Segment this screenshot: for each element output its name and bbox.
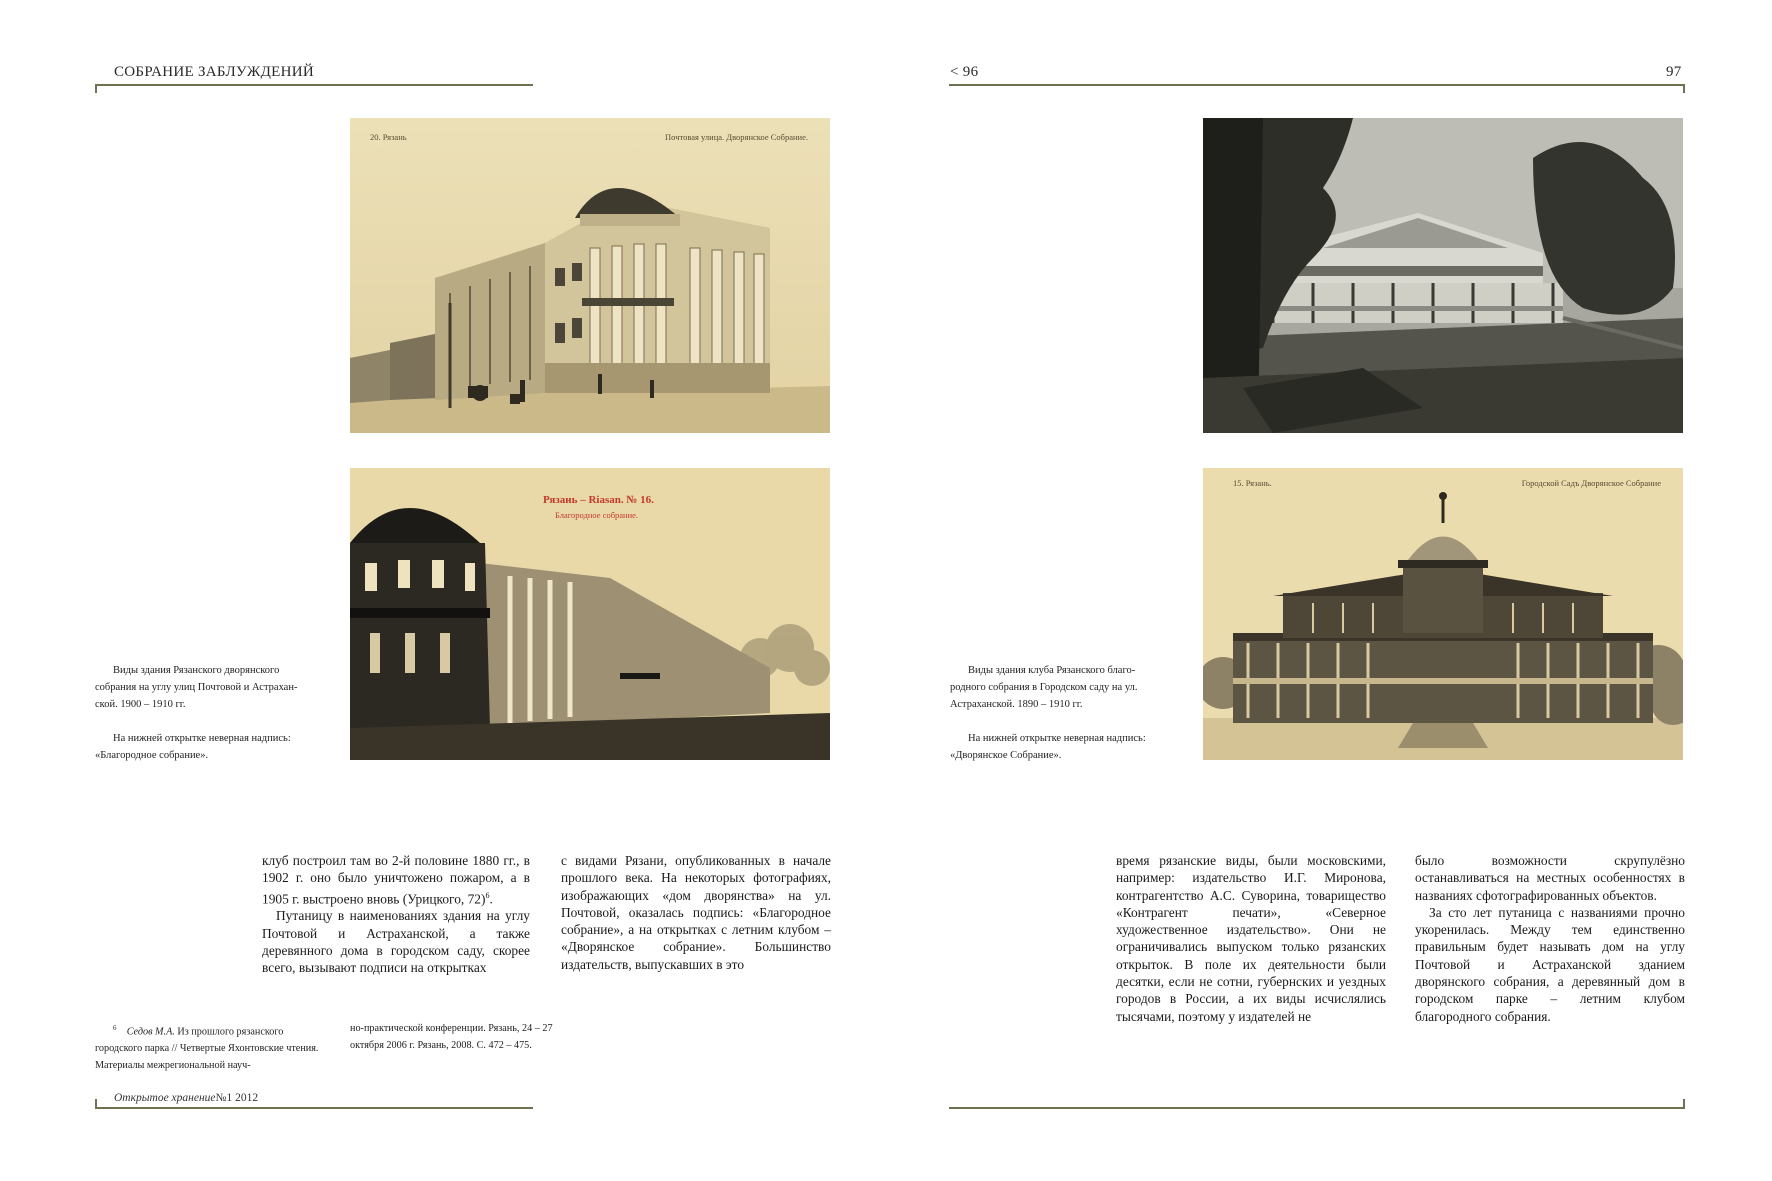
photo-right-top bbox=[1203, 118, 1683, 433]
caption-note: На нижней открытке неверная надпись: bbox=[968, 733, 1146, 744]
body-paragraph: Путаницу в наименованиях здания на углу Почтовой и Астраханской, а также деревянного дома в городском саду, скорее всего, вызывают подписи на открытках bbox=[262, 908, 530, 976]
caption-line: Виды здания клуба Рязанского благо- bbox=[968, 665, 1136, 676]
photo-caption-left bbox=[95, 662, 335, 764]
footnote-ref[interactable]: 6 bbox=[485, 890, 490, 900]
caption-note: «Благородное собрание». bbox=[95, 750, 209, 761]
body-paragraph: время рязанские виды, были московскими, например: издательство И.Г. Миронова, контрагентство А.С. Суворина, товарищество «Контрагент печати», «Северное художественное издательство». Они не ограничивались выпуском только рязанских открыток. В поле их деятельности были десятки, если не сотни, губернских и уездных городов в России, а их виды исчислялись тысячами, поэтому у издателей не bbox=[1116, 853, 1386, 1024]
footnote-text: но-практической конференции. Рязань, 24 – 27 октября 2006 г. Рязань, 2008. С. 472 – 475. bbox=[350, 1023, 553, 1051]
body-paragraph: За сто лет путаница с названиями прочно укоренилась. Между тем единственно правильным будет называть дом на углу Почтовой и Астраханской зданием дворянского собрания, а деревянный дом в городском парке – летним клубом благородного собрания. bbox=[1415, 904, 1685, 1024]
footnote-col-2 bbox=[350, 1020, 565, 1054]
section-title: СОБРАНИЕ ЗАБЛУЖДЕНИЙ bbox=[114, 64, 314, 80]
caption-line: родного собрания в Городском саду на ул. bbox=[950, 682, 1138, 693]
left-footer-tick bbox=[95, 1099, 97, 1108]
postcard-right-bottom bbox=[1203, 468, 1683, 760]
left-footer-rule bbox=[95, 1107, 533, 1109]
caption-note: «Дворянское Собрание». bbox=[950, 750, 1062, 761]
postcard-number-label: 20. Рязань bbox=[370, 132, 407, 142]
footnote-number: 6 bbox=[113, 1024, 117, 1032]
body-paragraph: клуб построил там во 2-й половине 1880 гг., в 1902 г. оно было уничтожено пожаром, а в 1905 г. выстроено вновь (Урицкого, 72) bbox=[262, 853, 530, 907]
page-number: 97 bbox=[1666, 64, 1682, 80]
footnote-text: Из прошлого рязанского городского парка // Четвертые Яхонтовские чтения. Материалы межрегиональной науч- bbox=[95, 1026, 319, 1072]
footnote-author: Седов М.А. bbox=[126, 1026, 175, 1038]
body-paragraph: было возможности скрупулёзно останавливаться на местных особенностях в названиях сфотографированных объектов. bbox=[1415, 853, 1685, 903]
photo-caption-right bbox=[950, 662, 1190, 764]
prev-page-link[interactable]: < 96 bbox=[950, 64, 979, 80]
right-footer-tick bbox=[1683, 1099, 1685, 1108]
postcard-title-label: Почтовая улица. Дворянское Собрание. bbox=[665, 132, 808, 142]
postcard-left-bottom bbox=[350, 468, 830, 760]
body-column-4 bbox=[1415, 852, 1685, 1025]
footer-journal-name: Открытое хранение bbox=[114, 1092, 216, 1104]
footer-issue: №1 2012 bbox=[215, 1092, 259, 1104]
caption-line: Астраханской. 1890 – 1910 гг. bbox=[950, 699, 1083, 710]
postcard-left-top bbox=[350, 118, 830, 433]
body-column-1 bbox=[262, 852, 530, 977]
right-header-rule bbox=[949, 84, 1685, 86]
postcard-stamp-label: Рязань – Riasan. № 16. bbox=[543, 494, 654, 506]
left-header-tick bbox=[95, 84, 97, 93]
caption-line: собрания на углу улиц Почтовой и Астрахан- bbox=[95, 682, 298, 693]
postcard-number-label: 15. Рязань. bbox=[1233, 478, 1272, 488]
left-header-rule bbox=[95, 84, 533, 86]
caption-line: Виды здания Рязанского дворянского bbox=[113, 665, 280, 676]
right-footer-rule bbox=[949, 1107, 1685, 1109]
postcard-title-label: Городской Садъ Дворянское Собрание bbox=[1521, 478, 1661, 488]
body-column-2 bbox=[561, 852, 831, 973]
body-punctuation: . bbox=[489, 891, 493, 907]
footnote-col-1 bbox=[95, 1020, 320, 1074]
right-header-tick bbox=[1683, 84, 1685, 93]
body-paragraph: с видами Рязани, опубликованных в начале прошлого века. На некоторых фотографиях, изображающих «дом дворянства» на ул. Почтовой, оказалась подпись: «Благородное собрание», а на открытках с летним клубом – «Дворянское собрание». Большинство издательств, выпускавших в это bbox=[561, 853, 831, 972]
footer-journal bbox=[114, 1092, 258, 1104]
caption-note: На нижней открытке неверная надпись: bbox=[113, 733, 291, 744]
body-column-3 bbox=[1116, 852, 1386, 1025]
postcard-subtitle-label: Благородное собрание. bbox=[555, 510, 639, 520]
caption-line: ской. 1900 – 1910 гг. bbox=[95, 699, 186, 710]
